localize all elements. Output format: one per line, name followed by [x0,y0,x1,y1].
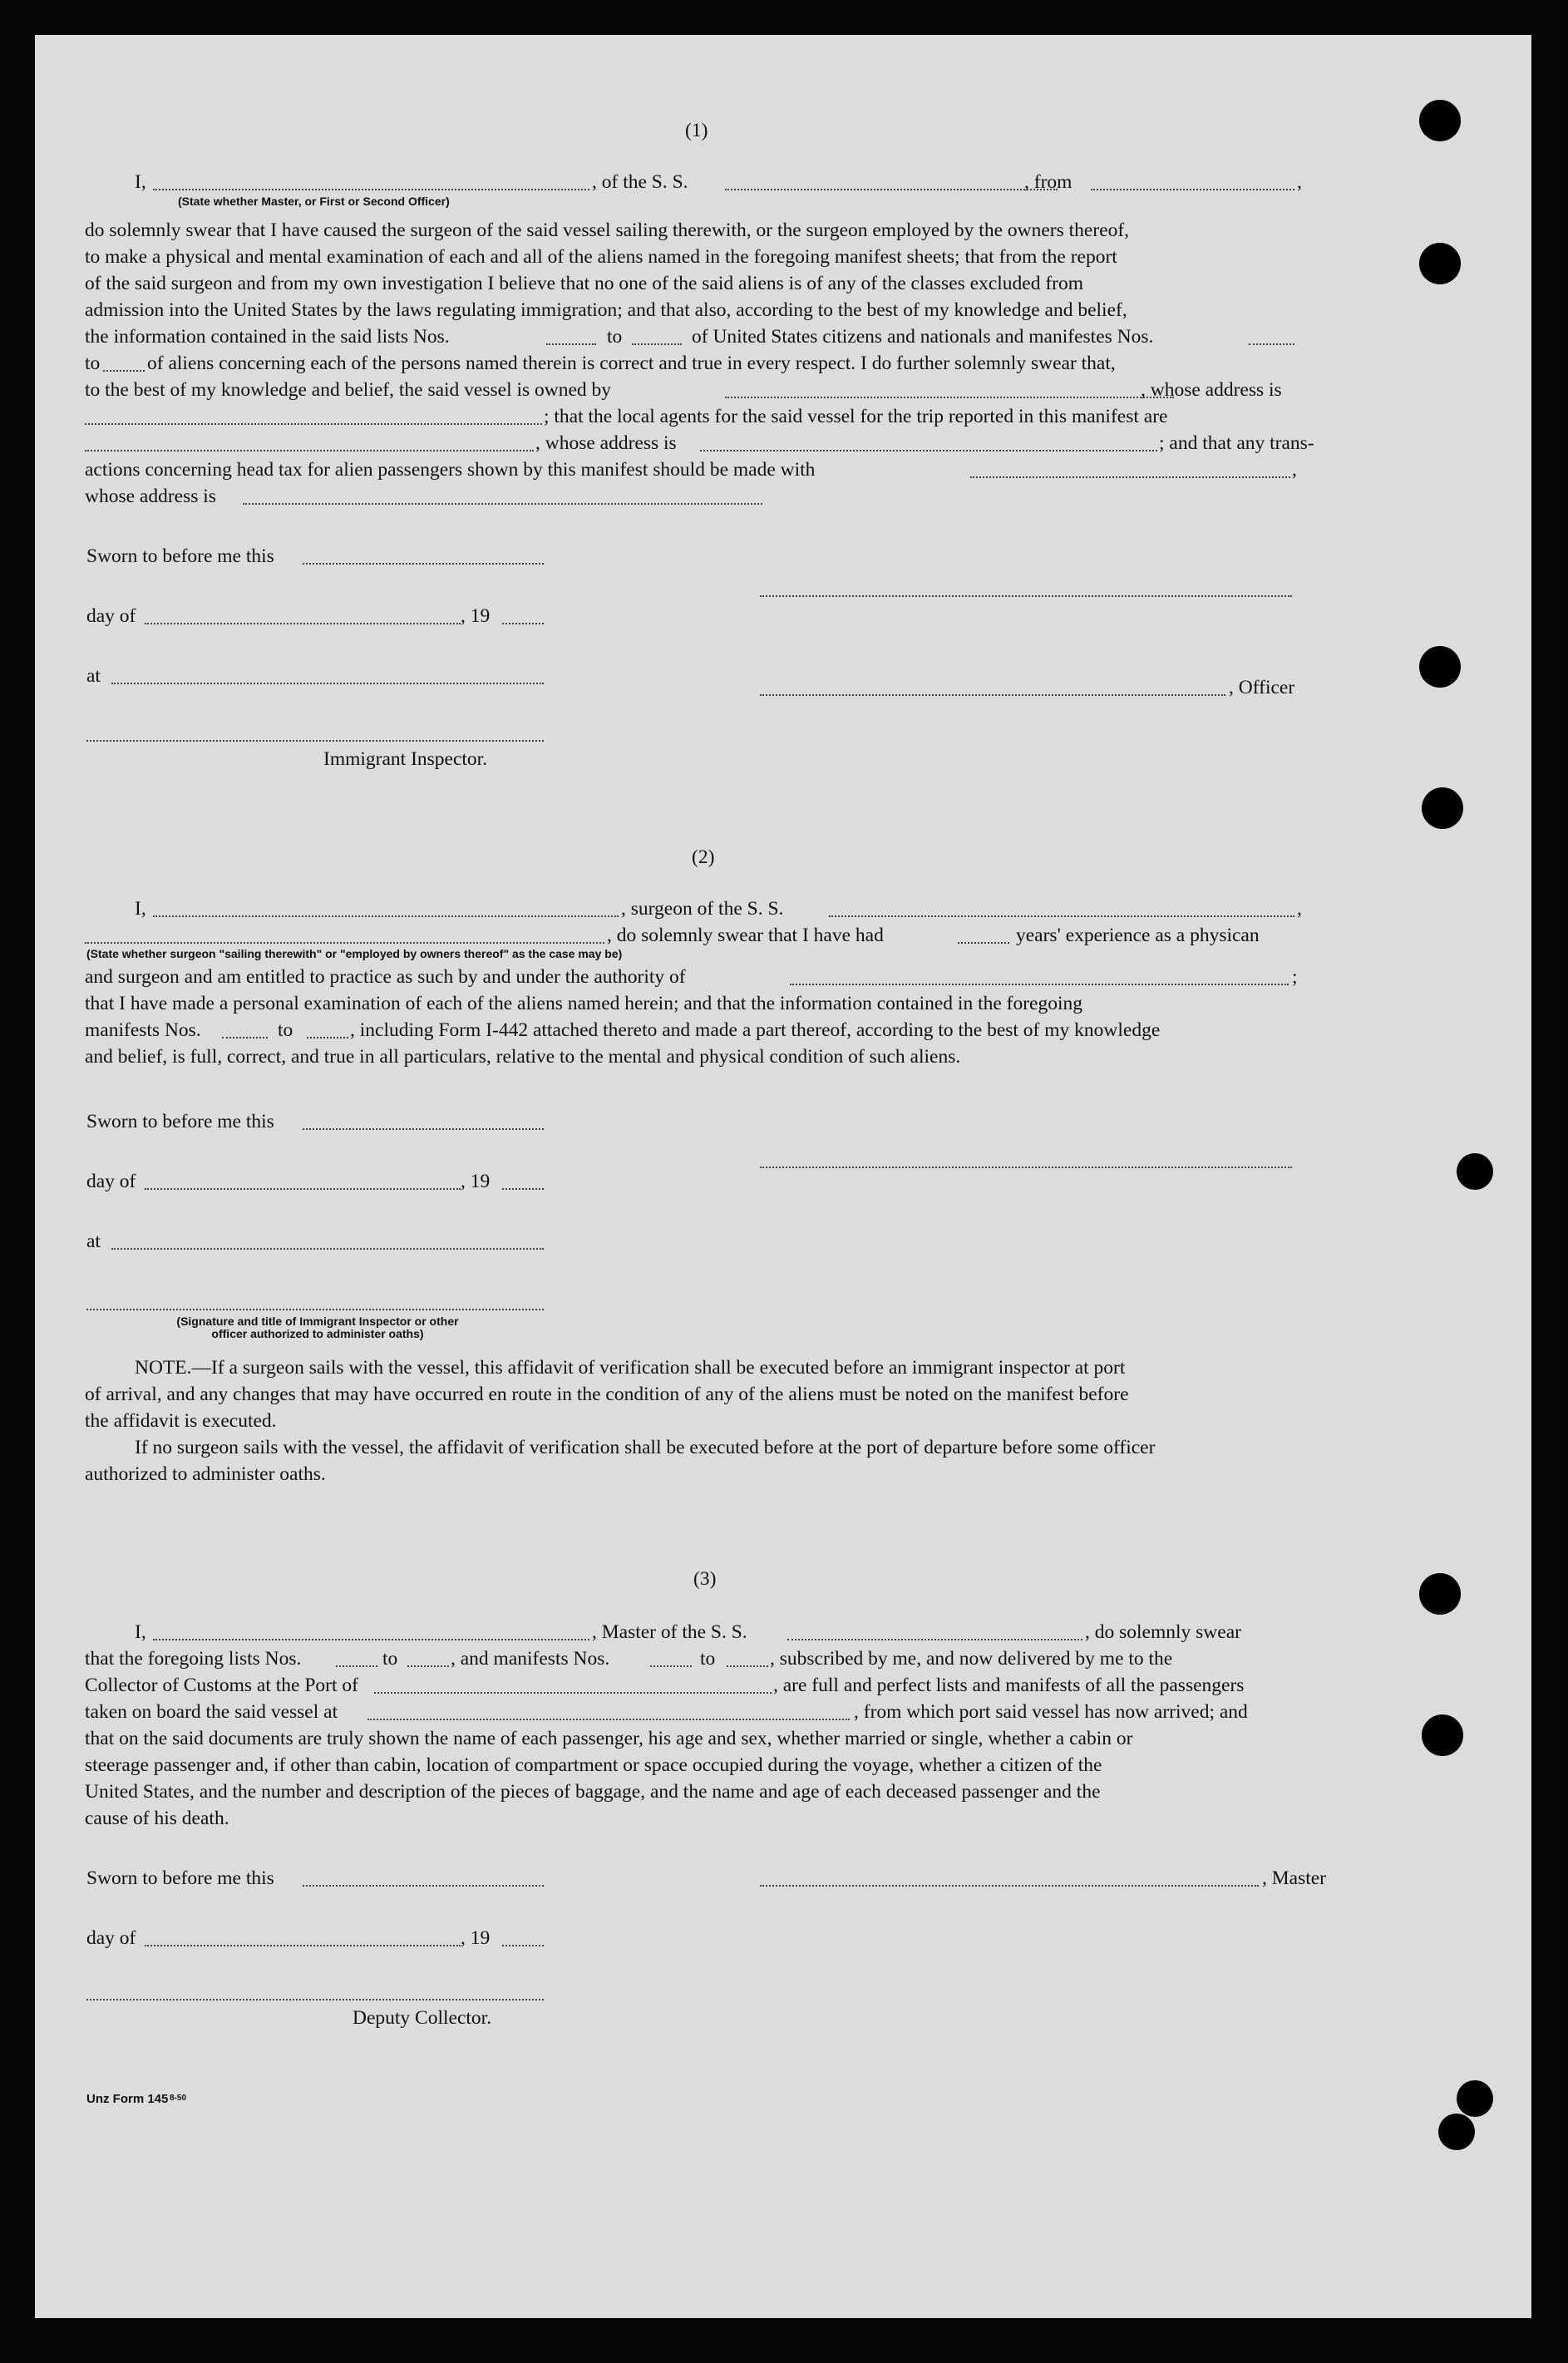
taken-end: , from which port said vessel has now arrived; and [854,1701,1248,1723]
experience-label: years' experience as a physican [1016,925,1260,946]
note2-line: If no surgeon sails with the vessel, the affidavit of verification shall be executed before at the port of departure before some officer [135,1437,1156,1458]
manifests-label: , and manifests Nos. [451,1648,610,1670]
including-label: , including Form I-442 attached thereto and made a part thereof, according to the best of my knowledge [350,1019,1161,1041]
list-no-from-field[interactable] [546,343,596,345]
head-tax-label: actions concerning head tax for alien passengers shown by this manifest should be made with [85,459,816,481]
punch-hole [1457,1153,1493,1190]
owner-field[interactable] [725,397,1174,398]
lead-i: I, [135,171,146,193]
punch-hole [1422,1714,1463,1756]
body-line: cause of his death. [85,1808,229,1829]
at-label: at [86,665,101,687]
punch-hole [1422,787,1463,829]
owned-by-label: to the best of my knowledge and belief, the said vessel is owned by [85,379,612,401]
sworn-date-field[interactable] [303,563,544,565]
inspector-signature-field[interactable] [86,1309,544,1310]
agents-field[interactable] [85,450,534,451]
surgeon-name-field[interactable] [153,915,619,917]
surgeon-status-field[interactable] [85,942,604,944]
deputy-label: Deputy Collector. [353,2007,492,2029]
body-line: United States, and the number and description of the pieces of baggage, and the name and age of each deceased passenger and the [85,1781,1101,1803]
punch-hole [1419,1573,1461,1615]
swear-label: , do solemnly swear [1085,1621,1241,1643]
punct: , [1297,171,1302,193]
manifests-label: manifests Nos. [85,1019,201,1041]
aliens-line: of aliens concerning each of the persons named therein is correct and true in every respect. I do further solemnly swear that, [147,353,1116,374]
head-tax-field[interactable] [970,476,1290,478]
year-label: , 19 [461,1171,491,1192]
to-label: to [85,353,101,374]
sworn-date-field[interactable] [303,1128,544,1130]
day-of-field[interactable] [145,1945,461,1946]
body-line: to make a physical and mental examination of each and all of the aliens named in the foregoing manifest sheets; that from the report [85,246,1117,268]
inspector-signature-field[interactable] [86,740,544,742]
lists-label: that the foregoing lists Nos. [85,1648,302,1670]
authority-field[interactable] [790,984,1289,985]
address-label: whose address is [85,486,216,507]
sworn-label: Sworn to before me this [86,1867,274,1889]
note-line: NOTE.—If a surgeon sails with the vessel, this affidavit of verification shall be executed before an immigrant inspector at port [135,1357,1126,1379]
vessel-name-field[interactable] [725,189,1058,190]
collector-label: Collector of Customs at the Port of [85,1675,358,1696]
info-label: the information contained in the said lists Nos. [85,326,450,348]
body-line: admission into the United States by the laws regulating immigration; and that also, according to the best of my knowledge and belief, [85,299,1127,321]
surgeon-signature-field[interactable] [760,1167,1292,1168]
year-label: , 19 [461,605,491,627]
master-of-label: , Master of the S. S. [592,1621,747,1643]
form-page [35,35,1531,2318]
lead-i: I, [135,1621,146,1643]
to-label: to [278,1019,293,1041]
belief-line: and belief, is full, correct, and true in all particulars, relative to the mental and physical condition of such aliens. [85,1046,961,1068]
to-label: to [607,326,623,348]
address-label: , whose address is [535,432,677,454]
form-id: Unz Form 145 [86,2092,169,2106]
master-label: , Master [1262,1867,1327,1889]
note-line: the affidavit is executed. [85,1410,277,1432]
swear-label: , do solemnly swear that I have had [607,925,884,946]
lead-i: I, [135,898,146,920]
body-line: that on the said documents are truly shown the name of each passenger, his age and sex, whether married or single, whether a cabin or [85,1728,1133,1749]
trans-label: ; and that any trans- [1159,432,1314,454]
manifests-from-field[interactable] [650,1665,692,1667]
at-field[interactable] [111,1248,544,1250]
sworn-label: Sworn to before me this [86,1111,274,1132]
entitled-label: and surgeon and am entitled to practice as such by and under the authority of [85,966,686,988]
punch-hole [1457,2080,1493,2117]
vessel-name-field[interactable] [787,1639,1082,1640]
year-label: , 19 [461,1927,491,1949]
taken-label: taken on board the said vessel at [85,1701,338,1723]
note-line: of arrival, and any changes that may have occurred en route in the condition of any of the aliens must be noted on the manifest before [85,1384,1129,1405]
manifest-no-to-field[interactable] [103,370,145,372]
punch-hole [1419,243,1461,284]
inspector-label: Immigrant Inspector. [323,748,488,770]
note2-line: authorized to administer oaths. [85,1463,326,1485]
officer-label: , Officer [1229,677,1295,698]
port-field[interactable] [374,1692,772,1694]
year-field[interactable] [502,623,544,624]
citizens-label: of United States citizens and nationals and manifestes Nos. [692,326,1154,348]
lists-from-field[interactable] [336,1665,377,1667]
at-label: at [86,1231,101,1252]
surgeon-note: (State whether surgeon "sailing therewith" or "employed by owners thereof" as the case may be) [86,947,623,960]
from-port-field[interactable] [1091,189,1294,190]
year-field[interactable] [502,1945,544,1946]
agents-address-field[interactable] [700,450,1157,451]
of-ss-label: , of the S. S. [592,171,688,193]
at-field[interactable] [111,683,544,684]
punch-hole [1419,646,1461,688]
collector-end: , are full and perfect lists and manifests of all the passengers [773,1675,1245,1696]
sworn-date-field[interactable] [303,1885,544,1887]
vessel-name-field[interactable] [829,915,1294,917]
punct: ; [1292,966,1298,988]
sig-note-2: officer authorized to administer oaths) [211,1327,424,1340]
day-of-label: day of [86,605,136,627]
officer-note: (State whether Master, or First or Second Officer) [178,195,450,208]
owner-address-field[interactable] [85,423,542,425]
list-no-to-field[interactable] [632,343,682,345]
subscribed-label: , subscribed by me, and now delivered by me to the [770,1648,1173,1670]
section-1-number: (1) [685,120,708,141]
lists-to-field[interactable] [407,1665,449,1667]
day-of-label: day of [86,1927,136,1949]
body-line: do solemnly swear that I have caused the surgeon of the said vessel sailing therewith, or the surgeon employed by the owners thereof, [85,220,1130,241]
section-3-number: (3) [693,1568,717,1590]
punch-hole [1419,100,1461,141]
punct: , [1292,459,1297,481]
punch-hole [1438,2114,1475,2150]
day-of-field[interactable] [145,1188,461,1190]
taken-port-field[interactable] [367,1719,850,1720]
body-line: of the said surgeon and from my own investigation I believe that no one of the said aliens is of any of the classes excluded from [85,273,1084,294]
to-label: to [700,1648,716,1670]
sig-note-1: (Signature and title of Immigrant Inspector or other [176,1315,459,1328]
manifest-from-field[interactable] [222,1037,268,1038]
signature-line[interactable] [760,595,1292,597]
day-of-label: day of [86,1171,136,1192]
manifests-to-field[interactable] [727,1665,768,1667]
section-2-number: (2) [692,846,715,868]
address-label: , whose address is [1141,379,1282,401]
years-field[interactable] [958,942,1009,944]
form-date: 8-50 [170,2094,187,2103]
deputy-signature-field[interactable] [86,1999,544,2000]
sworn-label: Sworn to before me this [86,545,274,567]
to-label: to [382,1648,398,1670]
examination-line: that I have made a personal examination of each of the aliens named herein; and that the information contained in the foregoing [85,993,1083,1014]
year-field[interactable] [502,1188,544,1190]
agents-label: ; that the local agents for the said vessel for the trip reported in this manifest are [544,406,1168,427]
day-of-field[interactable] [145,623,461,624]
body-line: steerage passenger and, if other than cabin, location of compartment or space occupied during the voyage, whether a citizen of the [85,1754,1102,1776]
officer-name-field[interactable] [153,189,589,190]
manifest-to-field[interactable] [307,1037,348,1038]
from-label: , from [1024,171,1072,193]
officer-signature-field[interactable] [760,694,1225,696]
master-signature-field[interactable] [760,1885,1259,1887]
master-name-field[interactable] [153,1639,589,1640]
surgeon-of-label: , surgeon of the S. S. [621,898,784,920]
punct: , [1297,898,1302,920]
manifest-no-field[interactable] [1249,343,1294,345]
head-tax-address-field[interactable] [243,503,762,505]
